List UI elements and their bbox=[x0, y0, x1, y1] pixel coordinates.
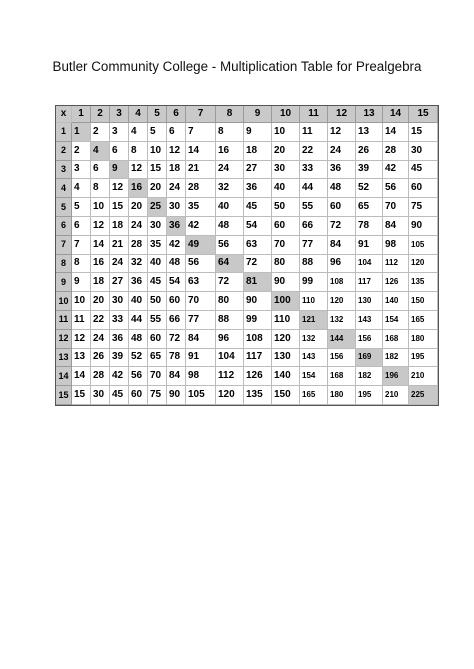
table-cell: 8 bbox=[216, 123, 244, 142]
table-cell: 88 bbox=[300, 255, 328, 274]
table-cell: 80 bbox=[216, 292, 244, 311]
column-header-8: 8 bbox=[216, 106, 244, 123]
table-cell: 99 bbox=[244, 311, 272, 330]
table-cell: 63 bbox=[244, 236, 272, 255]
table-cell: 99 bbox=[300, 273, 328, 292]
table-cell: 78 bbox=[356, 217, 383, 236]
table-cell: 120 bbox=[409, 255, 438, 274]
table-cell: 72 bbox=[244, 255, 272, 274]
table-cell: 143 bbox=[300, 349, 328, 368]
table-cell: 112 bbox=[383, 255, 409, 274]
column-header-2: 2 bbox=[91, 106, 110, 123]
table-cell: 78 bbox=[167, 349, 186, 368]
row-header-2: 2 bbox=[56, 142, 72, 161]
table-cell: 84 bbox=[328, 236, 356, 255]
table-cell: 60 bbox=[167, 292, 186, 311]
table-cell: 126 bbox=[244, 367, 272, 386]
table-cell: 18 bbox=[167, 161, 186, 180]
table-cell: 60 bbox=[328, 198, 356, 217]
table-cell: 168 bbox=[383, 330, 409, 349]
table-cell: 16 bbox=[91, 255, 110, 274]
table-cell: 112 bbox=[216, 367, 244, 386]
table-cell: 15 bbox=[148, 161, 167, 180]
table-cell: 42 bbox=[186, 217, 216, 236]
table-cell: 110 bbox=[272, 311, 300, 330]
page-title: Butler Community College - Multiplication Table for Prealgebra bbox=[52, 59, 422, 74]
table-cell: 105 bbox=[409, 236, 438, 255]
table-cell: 110 bbox=[300, 292, 328, 311]
table-cell: 70 bbox=[272, 236, 300, 255]
table-cell: 72 bbox=[216, 273, 244, 292]
table-cell: 28 bbox=[383, 142, 409, 161]
table-cell: 154 bbox=[383, 311, 409, 330]
table-cell: 36 bbox=[129, 273, 148, 292]
table-cell: 27 bbox=[244, 161, 272, 180]
table-cell: 117 bbox=[244, 349, 272, 368]
table-cell: 20 bbox=[148, 179, 167, 198]
table-cell: 13 bbox=[356, 123, 383, 142]
table-cell: 64 bbox=[216, 255, 244, 274]
table-cell: 105 bbox=[186, 386, 216, 405]
table-cell: 56 bbox=[186, 255, 216, 274]
table-cell: 120 bbox=[272, 330, 300, 349]
column-header-1: 1 bbox=[72, 106, 91, 123]
table-cell: 121 bbox=[300, 311, 328, 330]
table-cell: 33 bbox=[300, 161, 328, 180]
table-cell: 52 bbox=[356, 179, 383, 198]
table-cell: 9 bbox=[244, 123, 272, 142]
table-cell: 1 bbox=[72, 123, 91, 142]
table-cell: 39 bbox=[110, 349, 129, 368]
table-cell: 12 bbox=[129, 161, 148, 180]
table-cell: 143 bbox=[356, 311, 383, 330]
table-cell: 60 bbox=[272, 217, 300, 236]
table-cell: 9 bbox=[72, 273, 91, 292]
table-cell: 35 bbox=[148, 236, 167, 255]
table-cell: 48 bbox=[216, 217, 244, 236]
table-cell: 140 bbox=[272, 367, 300, 386]
table-cell: 9 bbox=[110, 161, 129, 180]
table-cell: 169 bbox=[356, 349, 383, 368]
table-cell: 77 bbox=[186, 311, 216, 330]
table-cell: 168 bbox=[328, 367, 356, 386]
table-cell: 56 bbox=[383, 179, 409, 198]
column-header-6: 6 bbox=[167, 106, 186, 123]
table-cell: 225 bbox=[409, 386, 438, 405]
table-cell: 135 bbox=[409, 273, 438, 292]
table-cell: 130 bbox=[356, 292, 383, 311]
table-cell: 117 bbox=[356, 273, 383, 292]
table-cell: 98 bbox=[383, 236, 409, 255]
table-cell: 90 bbox=[272, 273, 300, 292]
table-cell: 210 bbox=[409, 367, 438, 386]
table-cell: 20 bbox=[129, 198, 148, 217]
table-cell: 70 bbox=[186, 292, 216, 311]
table-cell: 45 bbox=[110, 386, 129, 405]
table-cell: 126 bbox=[383, 273, 409, 292]
table-cell: 150 bbox=[409, 292, 438, 311]
table-cell: 75 bbox=[409, 198, 438, 217]
table-cell: 20 bbox=[91, 292, 110, 311]
table-cell: 26 bbox=[356, 142, 383, 161]
table-cell: 14 bbox=[186, 142, 216, 161]
table-cell: 108 bbox=[244, 330, 272, 349]
table-cell: 40 bbox=[272, 179, 300, 198]
table-cell: 12 bbox=[72, 330, 91, 349]
table-cell: 27 bbox=[110, 273, 129, 292]
table-cell: 11 bbox=[72, 311, 91, 330]
row-header-9: 9 bbox=[56, 273, 72, 292]
table-cell: 132 bbox=[300, 330, 328, 349]
table-cell: 40 bbox=[216, 198, 244, 217]
table-cell: 10 bbox=[272, 123, 300, 142]
table-cell: 18 bbox=[110, 217, 129, 236]
column-header-10: 10 bbox=[272, 106, 300, 123]
table-cell: 7 bbox=[72, 236, 91, 255]
table-cell: 84 bbox=[186, 330, 216, 349]
row-header-11: 11 bbox=[56, 311, 72, 330]
table-cell: 45 bbox=[148, 273, 167, 292]
table-cell: 55 bbox=[148, 311, 167, 330]
table-cell: 96 bbox=[328, 255, 356, 274]
table-cell: 60 bbox=[148, 330, 167, 349]
table-cell: 120 bbox=[328, 292, 356, 311]
table-cell: 30 bbox=[148, 217, 167, 236]
row-header-15: 15 bbox=[56, 386, 72, 405]
table-cell: 77 bbox=[300, 236, 328, 255]
table-cell: 36 bbox=[110, 330, 129, 349]
table-cell: 40 bbox=[129, 292, 148, 311]
table-cell: 45 bbox=[244, 198, 272, 217]
table-cell: 4 bbox=[129, 123, 148, 142]
table-cell: 33 bbox=[110, 311, 129, 330]
table-cell: 65 bbox=[148, 349, 167, 368]
table-cell: 44 bbox=[300, 179, 328, 198]
table-cell: 2 bbox=[91, 123, 110, 142]
row-header-4: 4 bbox=[56, 179, 72, 198]
table-cell: 182 bbox=[356, 367, 383, 386]
table-cell: 5 bbox=[148, 123, 167, 142]
table-cell: 96 bbox=[216, 330, 244, 349]
table-cell: 8 bbox=[91, 179, 110, 198]
column-header-13: 13 bbox=[356, 106, 383, 123]
table-cell: 30 bbox=[409, 142, 438, 161]
table-cell: 108 bbox=[328, 273, 356, 292]
table-cell: 35 bbox=[186, 198, 216, 217]
table-cell: 135 bbox=[244, 386, 272, 405]
table-cell: 25 bbox=[148, 198, 167, 217]
table-cell: 42 bbox=[110, 367, 129, 386]
table-cell: 144 bbox=[328, 330, 356, 349]
table-cell: 6 bbox=[91, 161, 110, 180]
table-cell: 30 bbox=[91, 386, 110, 405]
table-cell: 28 bbox=[186, 179, 216, 198]
table-cell: 90 bbox=[167, 386, 186, 405]
table-cell: 18 bbox=[91, 273, 110, 292]
table-cell: 7 bbox=[186, 123, 216, 142]
row-header-1: 1 bbox=[56, 123, 72, 142]
table-cell: 30 bbox=[272, 161, 300, 180]
table-cell: 32 bbox=[216, 179, 244, 198]
table-cell: 195 bbox=[409, 349, 438, 368]
table-cell: 91 bbox=[186, 349, 216, 368]
table-cell: 48 bbox=[167, 255, 186, 274]
table-cell: 75 bbox=[148, 386, 167, 405]
table-cell: 44 bbox=[129, 311, 148, 330]
table-cell: 90 bbox=[244, 292, 272, 311]
table-cell: 50 bbox=[272, 198, 300, 217]
table-cell: 210 bbox=[383, 386, 409, 405]
table-cell: 140 bbox=[383, 292, 409, 311]
column-header-12: 12 bbox=[328, 106, 356, 123]
column-header-9: 9 bbox=[244, 106, 272, 123]
table-cell: 48 bbox=[129, 330, 148, 349]
table-cell: 130 bbox=[272, 349, 300, 368]
table-cell: 60 bbox=[129, 386, 148, 405]
table-cell: 196 bbox=[383, 367, 409, 386]
table-cell: 21 bbox=[186, 161, 216, 180]
table-cell: 182 bbox=[383, 349, 409, 368]
table-cell: 70 bbox=[383, 198, 409, 217]
table-cell: 16 bbox=[129, 179, 148, 198]
table-cell: 30 bbox=[110, 292, 129, 311]
table-cell: 45 bbox=[409, 161, 438, 180]
table-cell: 36 bbox=[244, 179, 272, 198]
table-cell: 32 bbox=[129, 255, 148, 274]
table-cell: 49 bbox=[186, 236, 216, 255]
row-header-7: 7 bbox=[56, 236, 72, 255]
table-cell: 36 bbox=[328, 161, 356, 180]
table-cell: 28 bbox=[91, 367, 110, 386]
table-cell: 12 bbox=[328, 123, 356, 142]
table-cell: 22 bbox=[91, 311, 110, 330]
table-cell: 3 bbox=[110, 123, 129, 142]
row-header-8: 8 bbox=[56, 255, 72, 274]
table-cell: 52 bbox=[129, 349, 148, 368]
table-cell: 72 bbox=[167, 330, 186, 349]
table-cell: 63 bbox=[186, 273, 216, 292]
table-cell: 195 bbox=[356, 386, 383, 405]
column-header-5: 5 bbox=[148, 106, 167, 123]
table-cell: 26 bbox=[91, 349, 110, 368]
table-cell: 65 bbox=[356, 198, 383, 217]
table-cell: 165 bbox=[300, 386, 328, 405]
table-cell: 56 bbox=[129, 367, 148, 386]
table-cell: 42 bbox=[167, 236, 186, 255]
table-cell: 20 bbox=[272, 142, 300, 161]
table-cell: 91 bbox=[356, 236, 383, 255]
table-cell: 24 bbox=[129, 217, 148, 236]
table-cell: 15 bbox=[409, 123, 438, 142]
column-header-3: 3 bbox=[110, 106, 129, 123]
table-cell: 56 bbox=[216, 236, 244, 255]
table-cell: 39 bbox=[356, 161, 383, 180]
row-header-14: 14 bbox=[56, 367, 72, 386]
row-header-13: 13 bbox=[56, 349, 72, 368]
table-cell: 12 bbox=[110, 179, 129, 198]
table-cell: 24 bbox=[216, 161, 244, 180]
table-cell: 14 bbox=[383, 123, 409, 142]
table-cell: 21 bbox=[110, 236, 129, 255]
table-cell: 24 bbox=[167, 179, 186, 198]
table-cell: 10 bbox=[72, 292, 91, 311]
table-cell: 80 bbox=[272, 255, 300, 274]
table-cell: 70 bbox=[148, 367, 167, 386]
table-cell: 165 bbox=[409, 311, 438, 330]
table-cell: 22 bbox=[300, 142, 328, 161]
column-header-14: 14 bbox=[383, 106, 409, 123]
table-cell: 15 bbox=[72, 386, 91, 405]
column-header-7: 7 bbox=[186, 106, 216, 123]
table-cell: 10 bbox=[148, 142, 167, 161]
table-cell: 54 bbox=[167, 273, 186, 292]
table-cell: 18 bbox=[244, 142, 272, 161]
table-cell: 156 bbox=[328, 349, 356, 368]
table-cell: 6 bbox=[167, 123, 186, 142]
table-cell: 72 bbox=[328, 217, 356, 236]
table-cell: 150 bbox=[272, 386, 300, 405]
table-cell: 24 bbox=[110, 255, 129, 274]
table-cell: 81 bbox=[244, 273, 272, 292]
table-cell: 60 bbox=[409, 179, 438, 198]
table-cell: 16 bbox=[216, 142, 244, 161]
table-cell: 6 bbox=[110, 142, 129, 161]
table-cell: 54 bbox=[244, 217, 272, 236]
table-cell: 4 bbox=[72, 179, 91, 198]
table-cell: 4 bbox=[91, 142, 110, 161]
column-header-15: 15 bbox=[409, 106, 438, 123]
table-cell: 88 bbox=[216, 311, 244, 330]
table-cell: 90 bbox=[409, 217, 438, 236]
table-cell: 6 bbox=[72, 217, 91, 236]
multiplication-table bbox=[55, 105, 439, 406]
table-cell: 42 bbox=[383, 161, 409, 180]
table-cell: 8 bbox=[129, 142, 148, 161]
table-cell: 132 bbox=[328, 311, 356, 330]
table-cell: 66 bbox=[167, 311, 186, 330]
table-cell: 50 bbox=[148, 292, 167, 311]
corner-x-label: x bbox=[56, 106, 72, 123]
table-cell: 13 bbox=[72, 349, 91, 368]
table-cell: 156 bbox=[356, 330, 383, 349]
table-cell: 100 bbox=[272, 292, 300, 311]
row-header-5: 5 bbox=[56, 198, 72, 217]
table-cell: 48 bbox=[328, 179, 356, 198]
table-cell: 84 bbox=[167, 367, 186, 386]
table-cell: 15 bbox=[110, 198, 129, 217]
table-cell: 2 bbox=[72, 142, 91, 161]
table-cell: 30 bbox=[167, 198, 186, 217]
column-header-4: 4 bbox=[129, 106, 148, 123]
table-cell: 66 bbox=[300, 217, 328, 236]
row-header-12: 12 bbox=[56, 330, 72, 349]
row-header-6: 6 bbox=[56, 217, 72, 236]
table-cell: 98 bbox=[186, 367, 216, 386]
column-header-11: 11 bbox=[300, 106, 328, 123]
table-cell: 40 bbox=[148, 255, 167, 274]
row-header-10: 10 bbox=[56, 292, 72, 311]
table-cell: 36 bbox=[167, 217, 186, 236]
table-cell: 180 bbox=[328, 386, 356, 405]
table-cell: 8 bbox=[72, 255, 91, 274]
table-cell: 11 bbox=[300, 123, 328, 142]
table-cell: 14 bbox=[91, 236, 110, 255]
table-cell: 5 bbox=[72, 198, 91, 217]
table-cell: 14 bbox=[72, 367, 91, 386]
table-cell: 24 bbox=[328, 142, 356, 161]
table-cell: 104 bbox=[216, 349, 244, 368]
row-header-3: 3 bbox=[56, 161, 72, 180]
table-cell: 28 bbox=[129, 236, 148, 255]
table-cell: 154 bbox=[300, 367, 328, 386]
table-cell: 12 bbox=[167, 142, 186, 161]
table-cell: 10 bbox=[91, 198, 110, 217]
table-cell: 180 bbox=[409, 330, 438, 349]
table-cell: 24 bbox=[91, 330, 110, 349]
table-cell: 104 bbox=[356, 255, 383, 274]
table-cell: 120 bbox=[216, 386, 244, 405]
table-cell: 3 bbox=[72, 161, 91, 180]
table-cell: 12 bbox=[91, 217, 110, 236]
table-cell: 84 bbox=[383, 217, 409, 236]
table-cell: 55 bbox=[300, 198, 328, 217]
